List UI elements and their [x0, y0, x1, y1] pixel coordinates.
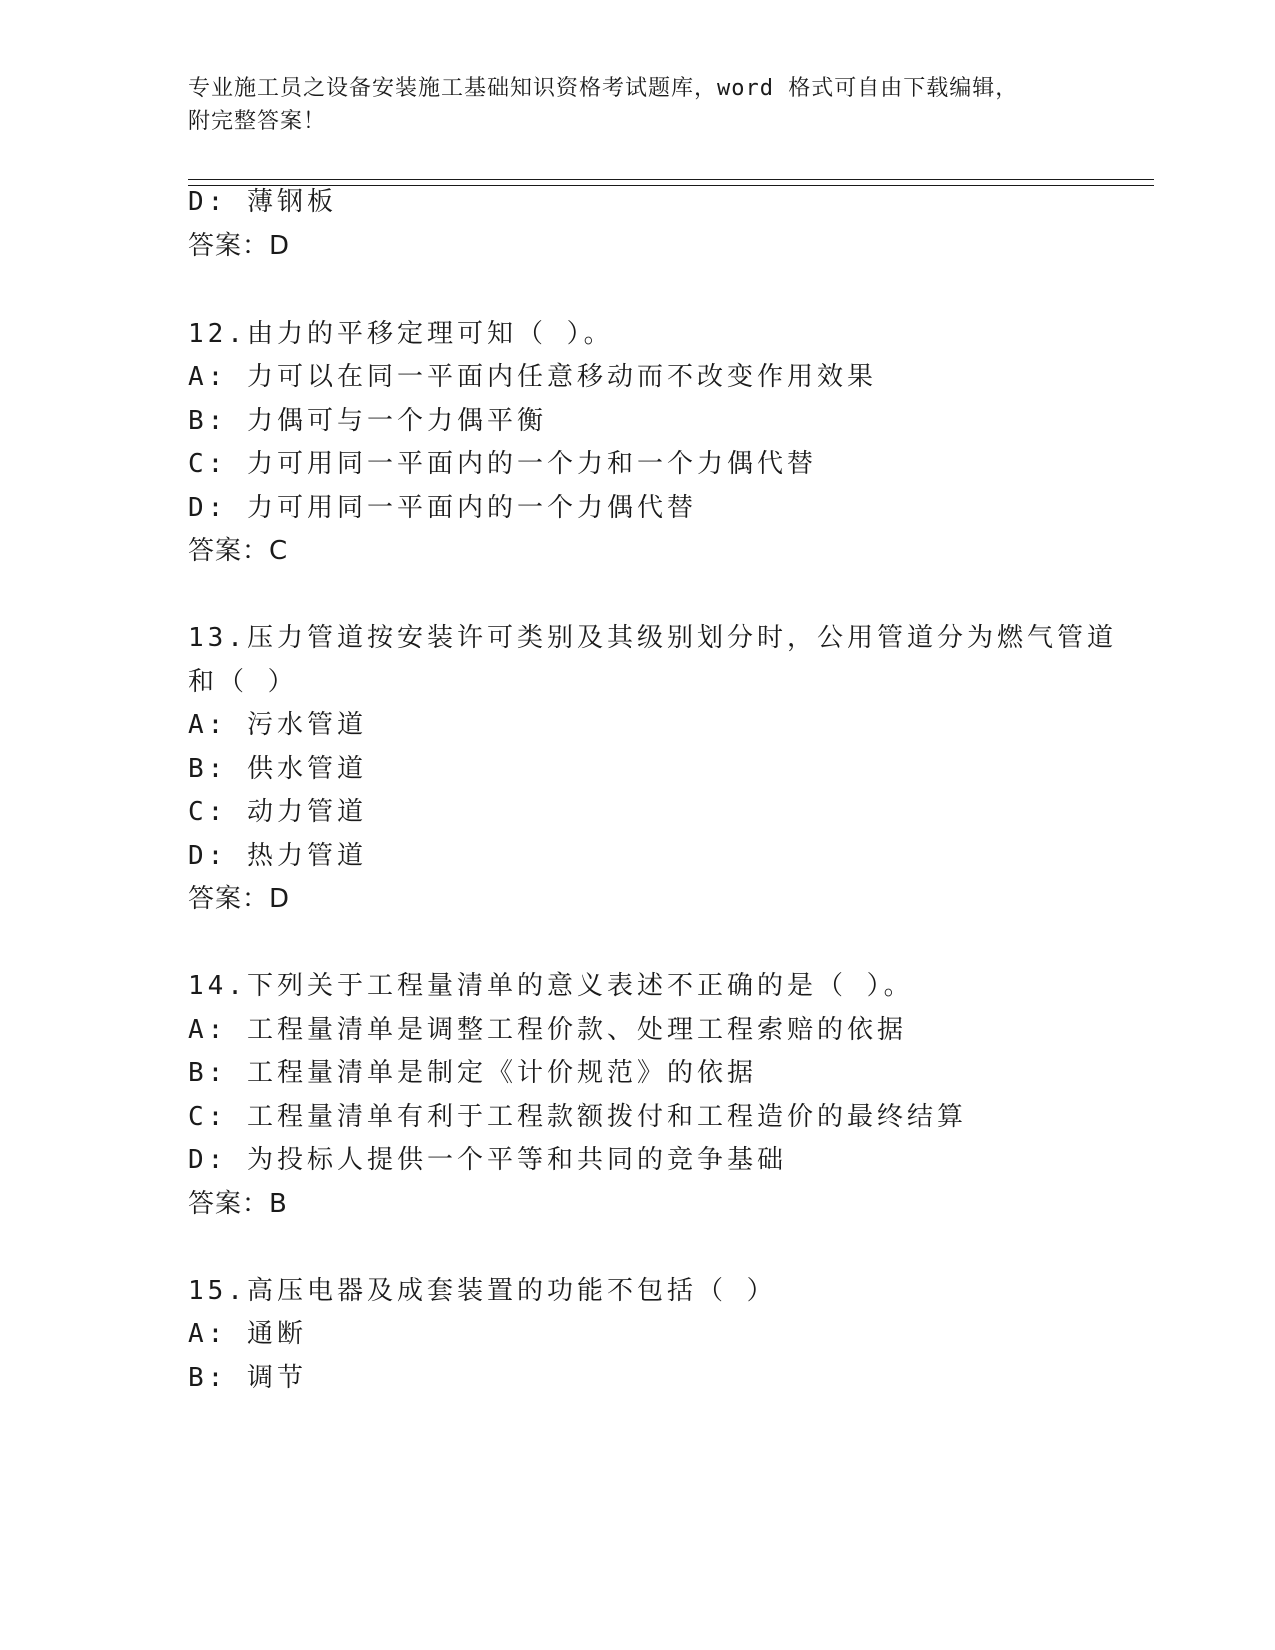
prev-answer: 答案：D — [188, 231, 291, 261]
question-15-stem: 15.高压电器及成套装置的功能不包括（ ） — [188, 1276, 777, 1306]
question-13-answer: 答案：D — [188, 884, 291, 914]
page-header — [188, 72, 1088, 138]
question-14-option-c: C: 工程量清单有利于工程款额拨付和工程造价的最终结算 — [188, 1102, 967, 1132]
question-12-option-a: A: 力可以在同一平面内任意移动而不改变作用效果 — [188, 362, 877, 392]
question-14-option-d: D: 为投标人提供一个平等和共同的竞争基础 — [188, 1145, 787, 1175]
header-line-1: 专业施工员之设备安装施工基础知识资格考试题库，word 格式可自由下载编辑， — [188, 76, 1019, 101]
question-14-stem: 14.下列关于工程量清单的意义表述不正确的是（ ）。 — [188, 971, 914, 1001]
question-15-option-b: B: 调节 — [188, 1363, 307, 1393]
question-13-option-b: B: 供水管道 — [188, 754, 367, 784]
question-13-stem-line-2: 和（ ） — [188, 667, 298, 697]
question-12-stem: 12.由力的平移定理可知（ ）。 — [188, 319, 614, 349]
question-14-answer: 答案：B — [188, 1189, 288, 1219]
question-13-stem-line-1: 13.压力管道按安装许可类别及其级别划分时，公用管道分为燃气管道 — [188, 623, 1117, 653]
question-12-answer: 答案：C — [188, 536, 289, 566]
question-15-option-a: A: 通断 — [188, 1319, 307, 1349]
question-12-option-d: D: 力可用同一平面内的一个力偶代替 — [188, 493, 697, 523]
question-13-option-d: D: 热力管道 — [188, 841, 367, 871]
prev-option-d: D: 薄钢板 — [188, 187, 337, 217]
question-12-option-b: B: 力偶可与一个力偶平衡 — [188, 406, 547, 436]
question-13-option-a: A: 污水管道 — [188, 710, 367, 740]
question-13-option-c: C: 动力管道 — [188, 797, 367, 827]
question-14-option-a: A: 工程量清单是调整工程价款、处理工程索赔的依据 — [188, 1015, 907, 1045]
question-12-option-c: C: 力可用同一平面内的一个力和一个力偶代替 — [188, 449, 817, 479]
question-14-option-b: B: 工程量清单是制定《计价规范》的依据 — [188, 1058, 757, 1088]
header-line-2: 附完整答案！ — [188, 109, 327, 134]
